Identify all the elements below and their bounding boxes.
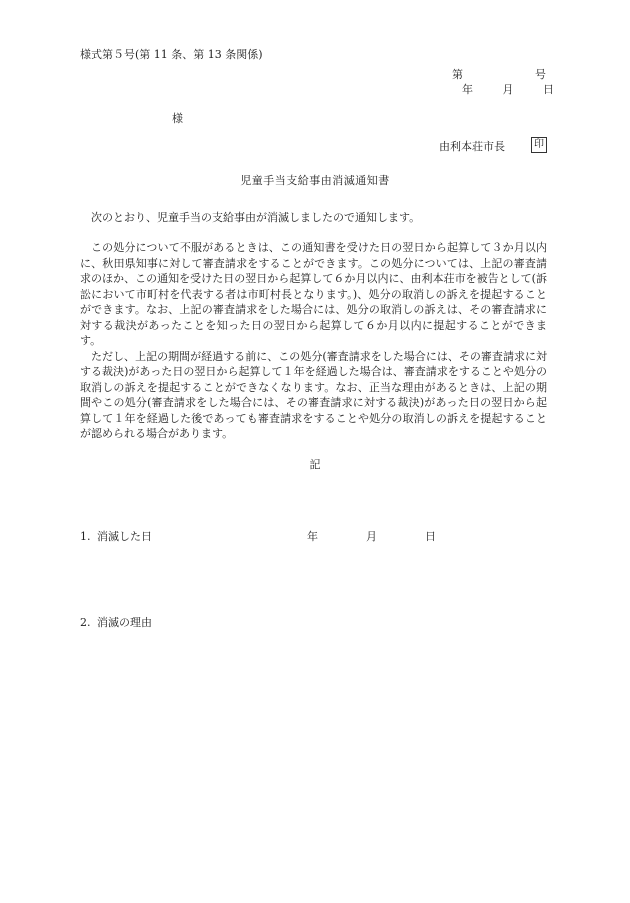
number-prefix: 第 [452, 68, 463, 81]
form-number: 様式第５号(第 11 条、第 13 条関係) [80, 48, 263, 61]
extinction-date-year: 年 [307, 530, 318, 543]
issuer-name: 由利本荘市長 [439, 140, 505, 153]
item-label: 消滅の理由 [97, 616, 152, 629]
item-extinction-reason [80, 614, 152, 630]
appeal-paragraph-1: この処分について不服があるときは、この通知書を受けた日の翌日から起算して３か月以内に、秋田県知事に対して審査請求をすることができます。この処分については、上記の審査請求のほか、この通知を受けた日の翌日から起算して６か月以内に、由利本荘市を被告として(訴訟において市町村を代表する者は市町村長となります。)、処分の取消しの訴えを提起することができます。なお、上記の審査請求をした場合には、処分の取消しの訴えは、その審査請求に対する裁決があったことを知った日の翌日から起算して６か月以内に提起することができます。 [80, 241, 547, 347]
issue-date-year: 年 [462, 83, 473, 96]
issue-date [462, 81, 554, 97]
item-extinction-date [80, 528, 152, 544]
issue-date-month: 月 [502, 83, 514, 96]
item-number: 1. [80, 530, 91, 543]
ki-heading: 記 [309, 458, 321, 471]
item-number: 2. [80, 616, 91, 629]
appeal-notice [80, 240, 547, 442]
item-label: 消滅した日 [97, 530, 152, 543]
issue-date-day: 日 [543, 83, 554, 96]
seal-mark: 印 [531, 137, 547, 153]
document-title: 児童手当支給事由消滅通知書 [240, 174, 390, 187]
extinction-date-day: 日 [425, 530, 436, 543]
number-suffix: 号 [535, 68, 546, 81]
recipient-suffix: 様 [172, 112, 183, 125]
intro-text: 次のとおり、児童手当の支給事由が消滅しましたので通知します。 [91, 211, 421, 224]
appeal-paragraph-2: ただし、上記の期間が経過する前に、この処分(審査請求をした場合には、その審査請求に対する裁決)があった日の翌日から起算して１年を経過した場合は、審査請求をすることや処分の取消しの訴えを提起することができなくなります。なお、正当な理由があるときは、上記の期間やこの処分(審査請求をした場合には、その審査請求に対する裁決)があった日の翌日から起算して１年を経過した後であっても審査請求をすることや処分の取消しの訴えを提起することが認められる場合があります。 [80, 349, 547, 440]
extinction-date-month: 月 [366, 530, 377, 543]
